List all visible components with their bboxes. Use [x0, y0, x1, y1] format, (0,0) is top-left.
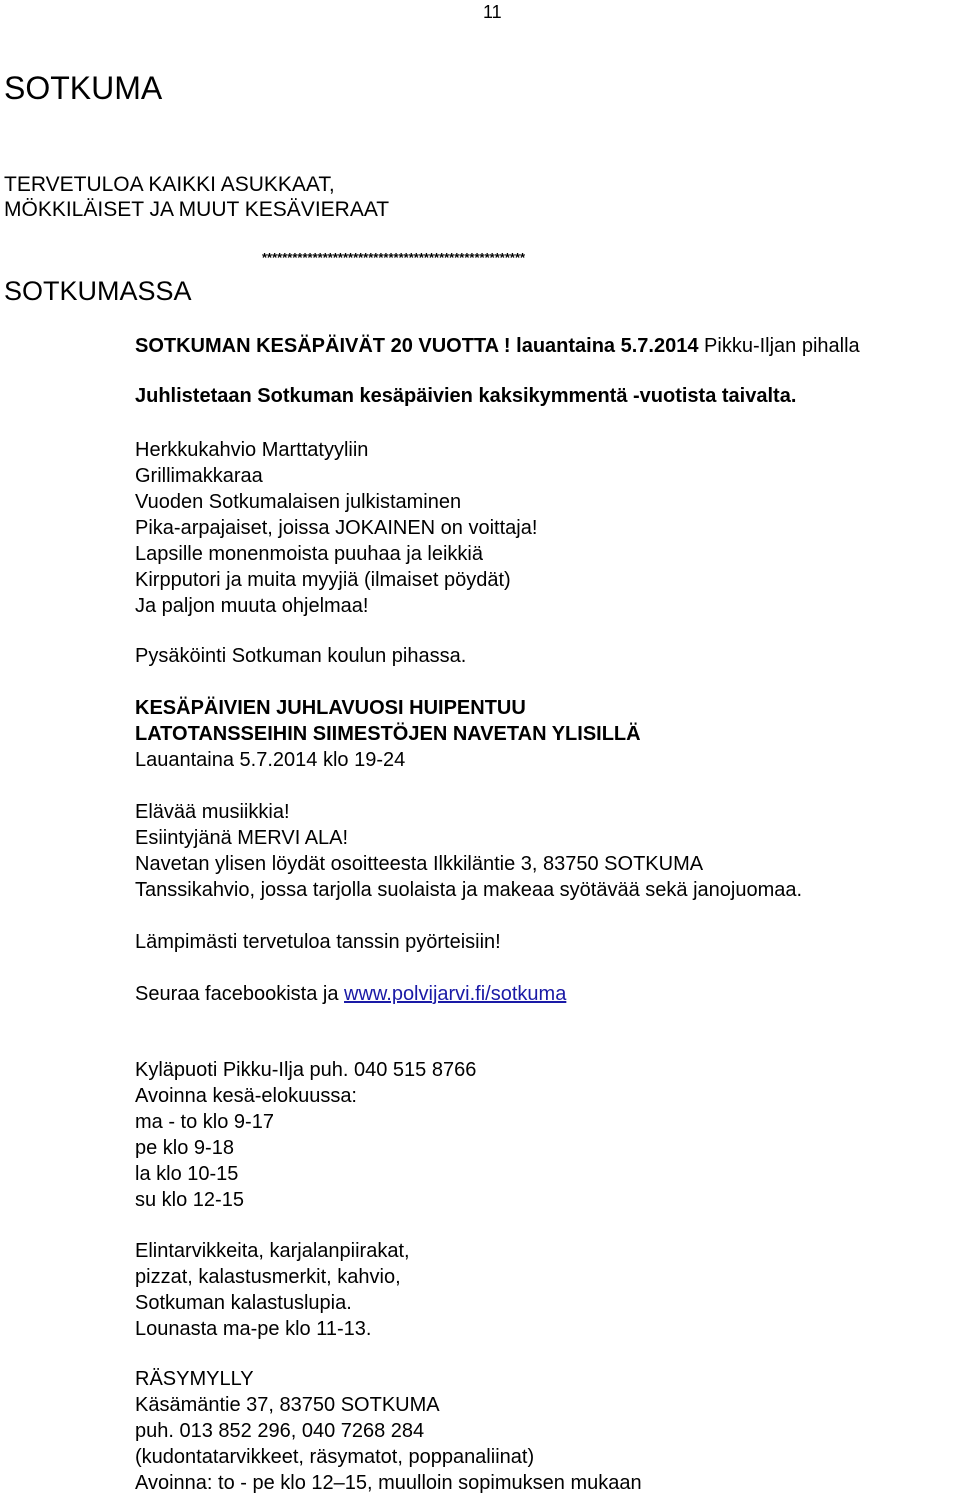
welcome-line-1: TERVETULOA KAIKKI ASUKKAAT, [4, 173, 335, 196]
sotkumassa-heading: SOTKUMASSA [4, 276, 192, 306]
music-line: Navetan ylisen löydät osoitteesta Ilkkiläntie 3, 83750 SOTKUMA [135, 853, 704, 875]
shop-line: Avoinna kesä-elokuussa: [135, 1085, 357, 1107]
shop-info [135, 1057, 476, 1213]
rasymylly-line: Avoinna: to - pe klo 12–15, muulloin sopimuksen mukaan [135, 1472, 642, 1494]
rasymylly-line: puh. 013 852 296, 040 7268 284 [135, 1420, 425, 1442]
page-number: 11 [483, 2, 502, 22]
shop-line: la klo 10-15 [135, 1163, 239, 1185]
rasymylly-line: Käsämäntie 37, 83750 SOTKUMA [135, 1394, 440, 1416]
dance-welcome: Lämpimästi tervetuloa tanssin pyörteisiin! [135, 931, 501, 953]
shop-products [135, 1238, 410, 1342]
music-line: Elävää musiikkia! [135, 801, 290, 823]
music-line: Tanssikahvio, jossa tarjolla suolaista ja makeaa syötävää sekä janojuomaa. [135, 879, 803, 901]
product-line: Sotkuman kalastuslupia. [135, 1292, 352, 1314]
product-line: pizzat, kalastusmerkit, kahvio, [135, 1266, 401, 1288]
program-item: Vuoden Sotkumalaisen julkistaminen [135, 491, 462, 513]
event-headline-bold: SOTKUMAN KESÄPÄIVÄT 20 VUOTTA ! lauantaina 5.7.2014 [135, 335, 699, 357]
program-item: Ja paljon muuta ohjelmaa! [135, 595, 369, 617]
star-divider: **************************************************** [262, 250, 526, 265]
music-line: Esiintyjänä MERVI ALA! [135, 827, 349, 849]
shop-line: ma - to klo 9-17 [135, 1111, 274, 1133]
shop-line: Kyläpuoti Pikku-Ilja puh. 040 515 8766 [135, 1059, 477, 1081]
music-info [135, 799, 802, 903]
dance-section [135, 695, 641, 773]
product-line: Lounasta ma-pe klo 11-13. [135, 1318, 372, 1340]
rasymylly-line: (kudontatarvikkeet, räsymatot, poppanaliinat) [135, 1446, 535, 1468]
follow-line [135, 981, 566, 1007]
event-headline [135, 335, 860, 358]
event-headline-location: Pikku-Iljan pihalla [704, 335, 860, 357]
welcome-line-2: MÖKKILÄISET JA MUUT KESÄVIERAAT [4, 198, 390, 221]
event-subheadline: Juhlistetaan Sotkuman kesäpäivien kaksikymmentä -vuotista taivalta. [135, 385, 797, 407]
dance-date: Lauantaina 5.7.2014 klo 19-24 [135, 749, 406, 771]
shop-line: pe klo 9-18 [135, 1137, 234, 1159]
product-line: Elintarvikkeita, karjalanpiirakat, [135, 1240, 410, 1262]
program-item: Pika-arpajaiset, joissa JOKAINEN on voittaja! [135, 517, 538, 539]
parking-info: Pysäköinti Sotkuman koulun pihassa. [135, 645, 467, 667]
program-item: Lapsille monenmoista puuhaa ja leikkiä [135, 543, 483, 565]
rasymylly-line: RÄSYMYLLY [135, 1368, 254, 1390]
program-item: Kirpputori ja muita myyjiä (ilmaiset pöydät) [135, 569, 511, 591]
website-link[interactable]: www.polvijarvi.fi/sotkuma [344, 983, 567, 1005]
rasymylly-info [135, 1366, 642, 1496]
welcome-heading [4, 172, 389, 222]
program-item: Grillimakkaraa [135, 465, 263, 487]
page-title: SOTKUMA [4, 70, 163, 106]
program-list [135, 437, 537, 619]
shop-line: su klo 12-15 [135, 1189, 244, 1211]
program-item: Herkkukahvio Marttatyyliin [135, 439, 369, 461]
dance-heading-1: KESÄPÄIVIEN JUHLAVUOSI HUIPENTUU [135, 697, 526, 719]
follow-text: Seuraa facebookista ja [135, 983, 345, 1005]
dance-heading-2: LATOTANSSEIHIN SIIMESTÖJEN NAVETAN YLISILLÄ [135, 723, 641, 745]
